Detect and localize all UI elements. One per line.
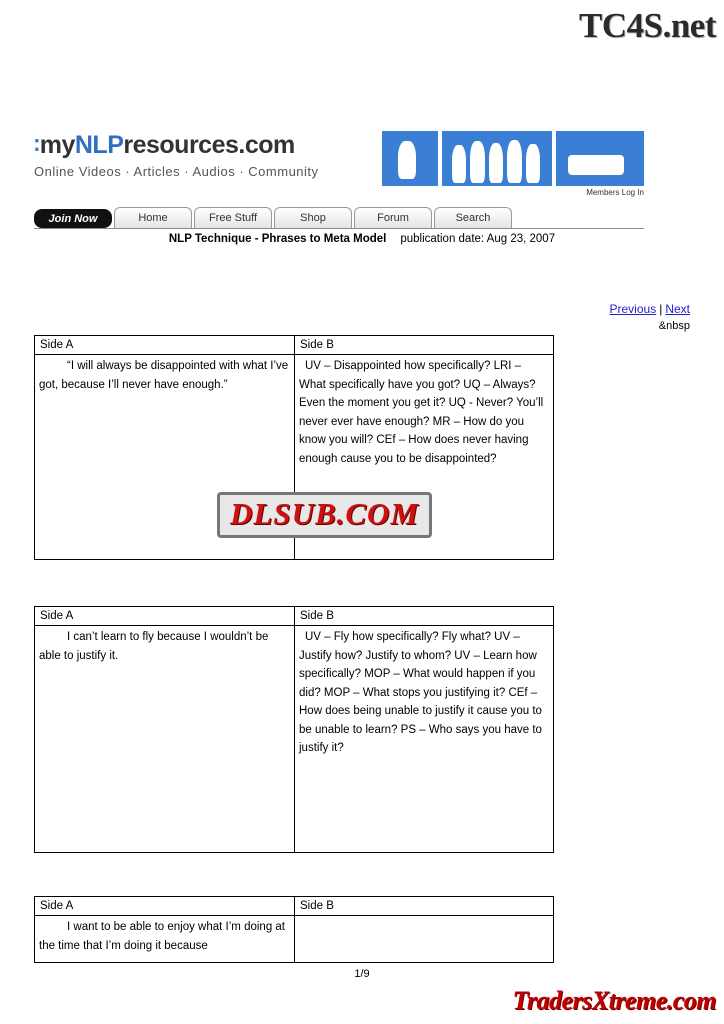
table-row xyxy=(35,336,554,355)
nav-item-free-stuff[interactable]: Free Stuff xyxy=(194,207,272,228)
document-title-row xyxy=(0,233,724,245)
table1-side-a-value: “I will always be disappointed with what I’ve got, because I’ll never have enough.” xyxy=(39,360,289,391)
table1-header-side-b: Side B xyxy=(295,336,554,355)
pager xyxy=(610,302,691,316)
members-login-label[interactable]: Members Log In xyxy=(586,188,644,197)
banner-photo-2 xyxy=(442,131,552,186)
dlsub-watermark: DLSUB.COM xyxy=(217,492,432,538)
table-row xyxy=(35,916,554,963)
logo-my: my xyxy=(39,131,75,159)
table2-side-a-text xyxy=(35,626,295,853)
person-silhouette-icon xyxy=(398,141,416,179)
banner-photos xyxy=(382,131,644,186)
nav-item-shop[interactable]: Shop xyxy=(274,207,352,228)
previous-link[interactable]: Previous xyxy=(609,302,657,316)
table1-header-side-a: Side A xyxy=(35,336,295,355)
nav-item-home[interactable]: Home xyxy=(114,207,192,228)
nav-item-forum[interactable]: Forum xyxy=(354,207,432,228)
banner-photo-1 xyxy=(382,131,438,186)
site-logo[interactable] xyxy=(34,131,379,179)
phrase-table-3 xyxy=(34,896,554,963)
page-number: 1/9 xyxy=(354,968,370,980)
table-row xyxy=(35,897,554,916)
tc4s-watermark: TC4S.net xyxy=(579,6,716,45)
pager-separator: | xyxy=(659,302,663,316)
table3-header-side-a: Side A xyxy=(35,897,295,916)
publication-date: publication date: Aug 23, 2007 xyxy=(400,233,556,245)
table3-side-b-text xyxy=(295,916,554,963)
table2-header-side-b: Side B xyxy=(295,607,554,626)
tradersxtreme-watermark: TradersXtreme.com xyxy=(512,986,716,1015)
landscape-shape-icon xyxy=(568,155,624,175)
site-nav xyxy=(34,207,514,228)
table3-side-a-value: I want to be able to enjoy what I’m doing at the time that I’m doing it because xyxy=(39,921,285,952)
logo-nlp: NLP xyxy=(74,131,124,159)
page-title: NLP Technique - Phrases to Meta Model xyxy=(168,233,387,245)
next-link[interactable]: Next xyxy=(665,302,690,316)
nbsp-text: &nbsp xyxy=(658,320,690,332)
table-row xyxy=(35,607,554,626)
table3-header-side-b: Side B xyxy=(295,897,554,916)
table2-side-a-value: I can’t learn to fly because I wouldn’t be able to justify it. xyxy=(39,631,269,662)
site-tagline: Online Videos · Articles · Audios · Community xyxy=(34,164,319,179)
site-banner xyxy=(34,131,644,236)
person-silhouette-icon xyxy=(489,143,503,183)
table2-header-side-a: Side A xyxy=(35,607,295,626)
nav-item-search[interactable]: Search xyxy=(434,207,512,228)
nav-item-join-now[interactable]: Join Now xyxy=(34,209,112,228)
table2-side-b-value: UV – Fly how specifically? Fly what? UV – Justify how? Justify to whom? UV – Learn how specifically? MOP – What would happen if you did? MOP – What stops you justifying it? CEf – How does being unable to justify it cause you to be unable to learn? PS – Who says you have to justify it? xyxy=(299,631,542,754)
phrase-table-2 xyxy=(34,606,554,853)
nav-underline xyxy=(34,228,644,229)
person-silhouette-icon xyxy=(470,141,485,183)
person-silhouette-icon xyxy=(452,145,466,183)
table-row xyxy=(35,626,554,853)
person-silhouette-icon xyxy=(526,144,540,183)
site-logo-text xyxy=(34,131,379,160)
table2-side-b-text xyxy=(295,626,554,853)
logo-dots-icon: ∶ xyxy=(34,133,37,158)
table1-side-b-value: UV – Disappointed how specifically? LRI – What specifically have you got? UQ – Always? Even the moment you get it? UQ - Never? You’ll never ever have enough? MR – How do you know you will? CEf – How does never having enough cause you to be disappointed? xyxy=(299,360,544,465)
table3-side-a-text xyxy=(35,916,295,963)
person-silhouette-icon xyxy=(507,140,522,183)
logo-rest: resources.com xyxy=(123,131,295,159)
banner-photo-3 xyxy=(556,131,644,186)
